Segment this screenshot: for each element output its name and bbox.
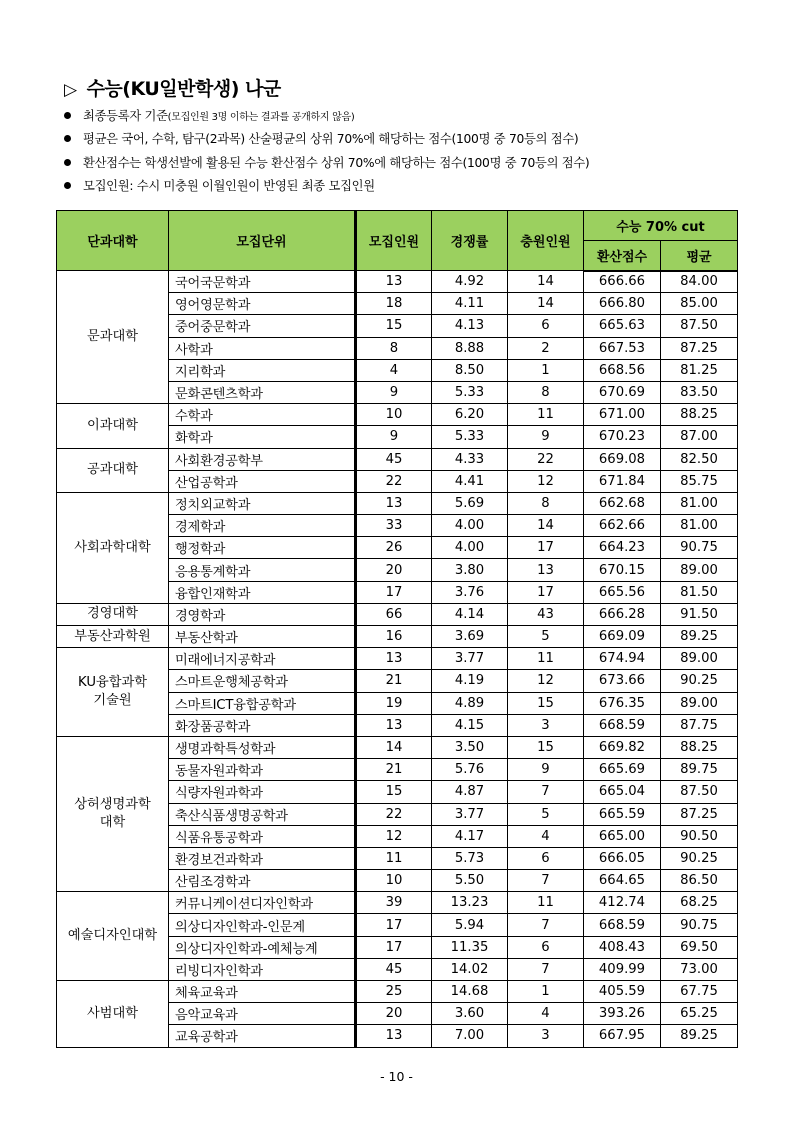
college-name-line: 사범대학 [87,1005,138,1021]
ratio-cell: 5.94 [432,914,508,936]
extra-cell: 13 [508,559,584,581]
table-row [57,271,738,293]
ratio-cell: 4.11 [432,293,508,315]
quota-cell: 13 [356,492,432,514]
extra-cell: 17 [508,537,584,559]
average-score-cell: 89.00 [661,559,738,581]
extra-cell: 8 [508,492,584,514]
college-cell [57,271,169,404]
notes-list [64,105,764,198]
average-score-cell: 90.50 [661,825,738,847]
converted-score-cell: 666.05 [584,847,661,869]
extra-cell: 7 [508,914,584,936]
converted-score-cell: 664.23 [584,537,661,559]
average-score-cell: 81.25 [661,359,738,381]
ratio-cell: 4.87 [432,781,508,803]
average-score-cell: 90.75 [661,914,738,936]
converted-score-cell: 670.69 [584,381,661,403]
extra-cell: 11 [508,892,584,914]
college-name-line: 기술원 [93,693,132,709]
dept-cell: 산업공학과 [169,470,356,492]
quota-cell: 16 [356,626,432,648]
quota-cell: 45 [356,958,432,980]
quota-cell: 22 [356,470,432,492]
dept-cell: 문화콘텐츠학과 [169,381,356,403]
bullet-dot-icon [64,182,71,189]
dept-cell: 산림조경학과 [169,870,356,892]
extra-cell: 5 [508,803,584,825]
ratio-cell: 5.50 [432,870,508,892]
ratio-cell: 8.50 [432,359,508,381]
extra-cell: 8 [508,381,584,403]
converted-score-cell: 669.09 [584,626,661,648]
average-score-cell: 90.25 [661,847,738,869]
ratio-cell: 3.50 [432,736,508,758]
extra-cell: 9 [508,426,584,448]
average-score-cell: 87.50 [661,315,738,337]
quota-cell: 25 [356,981,432,1003]
converted-score-cell: 666.80 [584,293,661,315]
ratio-cell: 14.02 [432,958,508,980]
ratio-cell: 4.92 [432,271,508,293]
extra-cell: 9 [508,759,584,781]
ratio-cell: 13.23 [432,892,508,914]
converted-score-cell: 662.68 [584,492,661,514]
quota-cell: 10 [356,870,432,892]
ratio-cell: 3.77 [432,803,508,825]
dept-cell: 사학과 [169,337,356,359]
ratio-cell: 7.00 [432,1025,508,1047]
college-cell [57,448,169,492]
extra-cell: 6 [508,315,584,337]
quota-cell: 13 [356,714,432,736]
converted-score-cell: 405.59 [584,981,661,1003]
college-name-line: 대학 [99,815,126,831]
ratio-cell: 3.80 [432,559,508,581]
bullet-dot-icon [64,135,71,142]
quota-cell: 20 [356,1003,432,1025]
converted-score-cell: 676.35 [584,692,661,714]
header-cut-group: 수능 70% cut [584,211,738,241]
college-name-line: KU융합과학 [78,675,147,691]
quota-cell: 18 [356,293,432,315]
dept-cell: 지리학과 [169,359,356,381]
average-score-cell: 91.50 [661,603,738,625]
ratio-cell: 14.68 [432,981,508,1003]
note-text: 평균은 국어, 수학, 탐구(2과목) 산술평균의 상위 70%에 해당하는 점수(100명 중 70등의 점수) [83,132,579,147]
converted-score-cell: 393.26 [584,1003,661,1025]
bullet-dot-icon [64,159,71,166]
extra-cell: 15 [508,692,584,714]
dept-cell: 화장품공학과 [169,714,356,736]
quota-cell: 15 [356,781,432,803]
dept-cell: 경영학과 [169,603,356,625]
converted-score-cell: 665.56 [584,581,661,603]
converted-score-cell: 665.63 [584,315,661,337]
quota-cell: 17 [356,914,432,936]
ratio-cell: 4.17 [432,825,508,847]
extra-cell: 3 [508,1025,584,1047]
average-score-cell: 65.25 [661,1003,738,1025]
converted-score-cell: 665.04 [584,781,661,803]
dept-cell: 정치외교학과 [169,492,356,514]
page-heading [64,74,281,101]
ratio-cell: 3.76 [432,581,508,603]
ratio-cell: 5.69 [432,492,508,514]
average-score-cell: 88.25 [661,404,738,426]
quota-cell: 9 [356,381,432,403]
dept-cell: 국어국문학과 [169,271,356,293]
converted-score-cell: 666.28 [584,603,661,625]
ratio-cell: 4.41 [432,470,508,492]
quota-cell: 66 [356,603,432,625]
average-score-cell: 81.00 [661,515,738,537]
dept-cell: 식품유통공학과 [169,825,356,847]
college-cell [57,981,169,1048]
ratio-cell: 4.15 [432,714,508,736]
converted-score-cell: 671.84 [584,470,661,492]
average-score-cell: 85.00 [661,293,738,315]
header-dept: 모집단위 [169,211,356,271]
converted-score-cell: 668.56 [584,359,661,381]
ratio-cell: 4.13 [432,315,508,337]
quota-cell: 17 [356,581,432,603]
dept-cell: 환경보건과학과 [169,847,356,869]
extra-cell: 17 [508,581,584,603]
converted-score-cell: 666.66 [584,271,661,293]
quota-cell: 45 [356,448,432,470]
note-item [64,152,764,175]
note-text: 환산점수는 학생선발에 활용된 수능 환산점수 상위 70%에 해당하는 점수(100명 중 70등의 점수) [83,155,590,170]
quota-cell: 11 [356,847,432,869]
ratio-cell: 3.77 [432,648,508,670]
converted-score-cell: 671.00 [584,404,661,426]
ratio-cell: 4.00 [432,537,508,559]
average-score-cell: 89.25 [661,626,738,648]
college-name-line: 상허생명과학 [74,797,151,813]
dept-cell: 영어영문학과 [169,293,356,315]
average-score-cell: 81.00 [661,492,738,514]
dept-cell: 의상디자인학과-인문계 [169,914,356,936]
note-item [64,105,764,128]
header-college: 단과대학 [57,211,169,271]
extra-cell: 11 [508,648,584,670]
converted-score-cell: 669.82 [584,736,661,758]
average-score-cell: 87.25 [661,337,738,359]
header-extra: 충원인원 [508,211,584,271]
dept-cell: 동물자원과학과 [169,759,356,781]
ratio-cell: 5.33 [432,426,508,448]
dept-cell: 경제학과 [169,515,356,537]
converted-score-cell: 673.66 [584,670,661,692]
ratio-cell: 4.89 [432,692,508,714]
dept-cell: 부동산학과 [169,626,356,648]
extra-cell: 14 [508,293,584,315]
quota-cell: 10 [356,404,432,426]
quota-cell: 17 [356,936,432,958]
table-row [57,892,738,914]
dept-cell: 중어중문학과 [169,315,356,337]
average-score-cell: 88.25 [661,736,738,758]
converted-score-cell: 665.59 [584,803,661,825]
converted-score-cell: 669.08 [584,448,661,470]
dept-cell: 음악교육과 [169,1003,356,1025]
quota-cell: 14 [356,736,432,758]
college-cell [57,892,169,981]
ratio-cell: 5.33 [432,381,508,403]
quota-cell: 15 [356,315,432,337]
header-ratio: 경쟁률 [432,211,508,271]
table-row [57,648,738,670]
ratio-cell: 4.19 [432,670,508,692]
quota-cell: 13 [356,271,432,293]
extra-cell: 5 [508,626,584,648]
note-item [64,128,764,151]
extra-cell: 6 [508,936,584,958]
dept-cell: 사회환경공학부 [169,448,356,470]
dept-cell: 수학과 [169,404,356,426]
college-cell [57,492,169,603]
college-cell [57,736,169,891]
quota-cell: 13 [356,1025,432,1047]
dept-cell: 미래에너지공학과 [169,648,356,670]
converted-score-cell: 664.65 [584,870,661,892]
ratio-cell: 5.73 [432,847,508,869]
ratio-cell: 3.60 [432,1003,508,1025]
average-score-cell: 86.50 [661,870,738,892]
ratio-cell: 3.69 [432,626,508,648]
table-row [57,626,738,648]
converted-score-cell: 668.59 [584,714,661,736]
college-name-line: 이과대학 [87,417,138,433]
average-score-cell: 69.50 [661,936,738,958]
quota-cell: 12 [356,825,432,847]
college-name-line: 사회과학대학 [74,539,151,555]
quota-cell: 22 [356,803,432,825]
table-row [57,981,738,1003]
table-row [57,736,738,758]
extra-cell: 12 [508,470,584,492]
dept-cell: 축산식품생명공학과 [169,803,356,825]
quota-cell: 26 [356,537,432,559]
quota-cell: 21 [356,670,432,692]
quota-cell: 21 [356,759,432,781]
converted-score-cell: 668.59 [584,914,661,936]
extra-cell: 4 [508,1003,584,1025]
header-converted: 환산점수 [584,241,661,271]
quota-cell: 9 [356,426,432,448]
table-row [57,404,738,426]
converted-score-cell: 665.00 [584,825,661,847]
dept-cell: 커뮤니케이션디자인학과 [169,892,356,914]
note-text: 최종등록자 기준 [83,109,168,123]
extra-cell: 6 [508,847,584,869]
dept-cell: 화학과 [169,426,356,448]
extra-cell: 7 [508,870,584,892]
dept-cell: 생명과학특성학과 [169,736,356,758]
college-name-line: 예술디자인대학 [67,928,158,944]
triangle-marker-icon: ▷ [64,80,77,100]
dept-cell: 리빙디자인학과 [169,958,356,980]
table-row [57,492,738,514]
converted-score-cell: 408.43 [584,936,661,958]
page-number: - 10 - [380,1069,413,1084]
average-score-cell: 89.75 [661,759,738,781]
average-score-cell: 89.00 [661,648,738,670]
extra-cell: 7 [508,781,584,803]
extra-cell: 22 [508,448,584,470]
note-subtext: (모집인원 3명 이하는 결과를 공개하지 않음) [167,112,355,123]
quota-cell: 19 [356,692,432,714]
average-score-cell: 87.50 [661,781,738,803]
ratio-cell: 4.00 [432,515,508,537]
heading-text: 수능(KU일반학생) 나군 [86,78,281,100]
bullet-dot-icon [64,112,71,119]
extra-cell: 14 [508,271,584,293]
dept-cell: 융합인재학과 [169,581,356,603]
college-name-line: 문과대학 [87,329,138,345]
converted-score-cell: 667.53 [584,337,661,359]
dept-cell: 식량자원과학과 [169,781,356,803]
college-name-line: 경영대학 [87,606,138,622]
average-score-cell: 89.00 [661,692,738,714]
extra-cell: 43 [508,603,584,625]
ratio-cell: 6.20 [432,404,508,426]
extra-cell: 3 [508,714,584,736]
extra-cell: 12 [508,670,584,692]
dept-cell: 응용통계학과 [169,559,356,581]
extra-cell: 7 [508,958,584,980]
college-cell [57,603,169,625]
quota-cell: 39 [356,892,432,914]
ratio-cell: 5.76 [432,759,508,781]
ratio-cell: 11.35 [432,936,508,958]
ratio-cell: 8.88 [432,337,508,359]
average-score-cell: 89.25 [661,1025,738,1047]
average-score-cell: 83.50 [661,381,738,403]
converted-score-cell: 662.66 [584,515,661,537]
extra-cell: 2 [508,337,584,359]
average-score-cell: 87.00 [661,426,738,448]
average-score-cell: 68.25 [661,892,738,914]
extra-cell: 1 [508,359,584,381]
converted-score-cell: 670.15 [584,559,661,581]
header-average: 평균 [661,241,738,271]
college-cell [57,648,169,737]
converted-score-cell: 670.23 [584,426,661,448]
average-score-cell: 73.00 [661,958,738,980]
quota-cell: 8 [356,337,432,359]
quota-cell: 33 [356,515,432,537]
average-score-cell: 81.50 [661,581,738,603]
admission-results-table [56,210,738,1048]
average-score-cell: 90.25 [661,670,738,692]
table-row [57,448,738,470]
average-score-cell: 82.50 [661,448,738,470]
header-quota: 모집인원 [356,211,432,271]
average-score-cell: 67.75 [661,981,738,1003]
average-score-cell: 87.25 [661,803,738,825]
ratio-cell: 4.14 [432,603,508,625]
converted-score-cell: 665.69 [584,759,661,781]
dept-cell: 스마트운행체공학과 [169,670,356,692]
quota-cell: 4 [356,359,432,381]
dept-cell: 의상디자인학과-예체능계 [169,936,356,958]
dept-cell: 체육교육과 [169,981,356,1003]
college-cell [57,626,169,648]
extra-cell: 1 [508,981,584,1003]
note-item [64,175,764,198]
dept-cell: 스마트ICT융합공학과 [169,692,356,714]
extra-cell: 14 [508,515,584,537]
converted-score-cell: 409.99 [584,958,661,980]
converted-score-cell: 674.94 [584,648,661,670]
quota-cell: 13 [356,648,432,670]
extra-cell: 15 [508,736,584,758]
average-score-cell: 85.75 [661,470,738,492]
college-name-line: 부동산과학원 [74,628,151,644]
dept-cell: 행정학과 [169,537,356,559]
table-body [57,271,738,1048]
average-score-cell: 87.75 [661,714,738,736]
note-text: 모집인원: 수시 미충원 이월인원이 반영된 최종 모집인원 [83,178,375,193]
college-name-line: 공과대학 [87,462,138,478]
ratio-cell: 4.33 [432,448,508,470]
extra-cell: 4 [508,825,584,847]
converted-score-cell: 412.74 [584,892,661,914]
college-cell [57,404,169,448]
extra-cell: 11 [508,404,584,426]
quota-cell: 20 [356,559,432,581]
dept-cell: 교육공학과 [169,1025,356,1047]
average-score-cell: 84.00 [661,271,738,293]
converted-score-cell: 667.95 [584,1025,661,1047]
table-row [57,603,738,625]
average-score-cell: 90.75 [661,537,738,559]
